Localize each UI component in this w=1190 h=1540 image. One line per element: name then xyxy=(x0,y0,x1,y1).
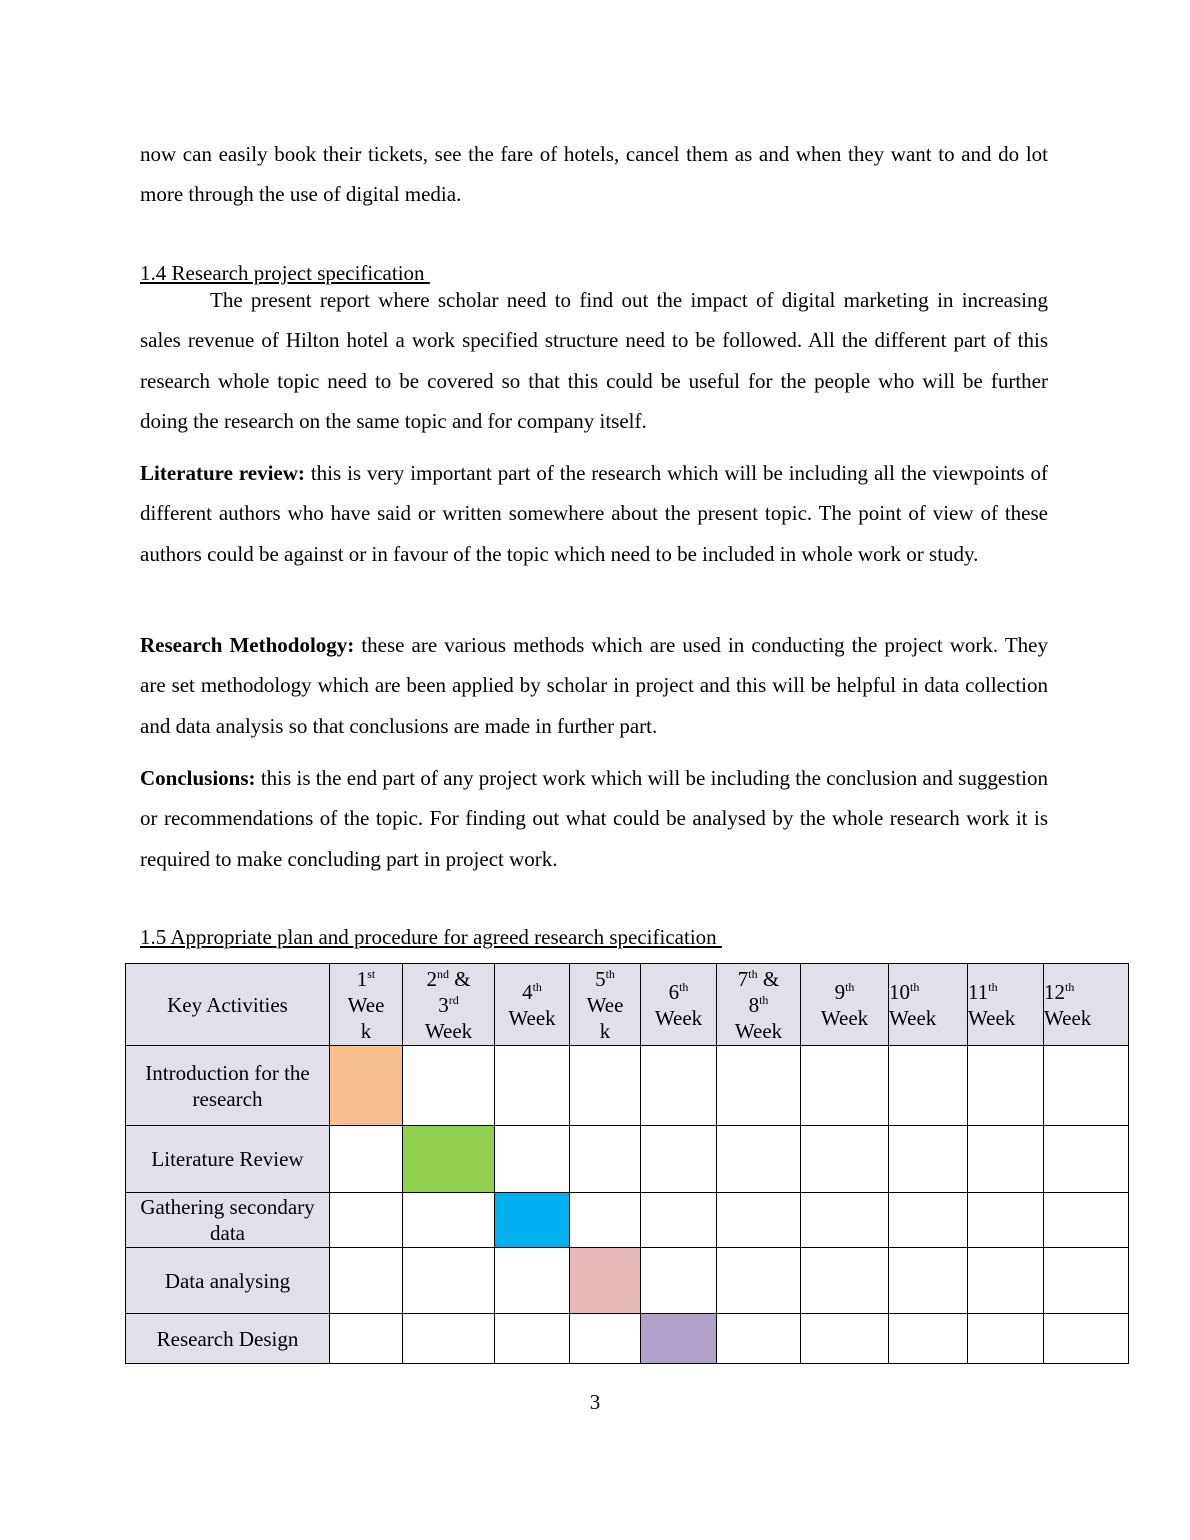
methodology-text: these are various methods which are used in conducting the project work. They are set methodology which are been applied by scholar in project and this will be helpful in data collection and data analysis so that conclusions are made in further part. xyxy=(140,633,1048,738)
scheduled-week-cell xyxy=(495,1193,570,1248)
key-activities-header: Key Activities xyxy=(126,964,330,1046)
scheduled-week-cell xyxy=(330,1046,403,1126)
week-cell xyxy=(330,1248,403,1314)
literature-review-label: Literature review: xyxy=(140,461,305,485)
scheduled-week-cell xyxy=(570,1248,641,1314)
week-cell xyxy=(1044,1126,1129,1193)
gantt-row xyxy=(126,1314,1129,1364)
week-header: 1st Wee k xyxy=(330,964,403,1046)
week-cell xyxy=(968,1248,1044,1314)
week-header: 9th Week xyxy=(801,964,889,1046)
gantt-row xyxy=(126,1126,1129,1193)
activity-label: Literature Review xyxy=(126,1126,330,1193)
gantt-row xyxy=(126,1193,1129,1248)
week-cell xyxy=(403,1314,495,1364)
week-cell xyxy=(403,1193,495,1248)
week-cell xyxy=(889,1248,968,1314)
gantt-row xyxy=(126,1248,1129,1314)
week-header: 10th Week xyxy=(889,964,968,1046)
week-header: 11th Week xyxy=(968,964,1044,1046)
week-cell xyxy=(717,1126,801,1193)
gantt-header-row xyxy=(126,964,1129,1046)
week-cell xyxy=(1044,1046,1129,1126)
week-header: 5th Wee k xyxy=(570,964,641,1046)
section-heading-1-4: 1.4 Research project specification xyxy=(140,261,430,285)
activity-label: Research Design xyxy=(126,1314,330,1364)
methodology-paragraph xyxy=(140,625,1048,746)
week-cell xyxy=(801,1126,889,1193)
week-cell xyxy=(570,1126,641,1193)
literature-review-paragraph xyxy=(140,453,1048,574)
week-cell xyxy=(889,1193,968,1248)
week-cell xyxy=(1044,1193,1129,1248)
activity-label: Introduction for the research xyxy=(126,1046,330,1126)
week-cell xyxy=(570,1314,641,1364)
week-cell xyxy=(641,1126,717,1193)
activity-label: Gathering secondary data xyxy=(126,1193,330,1248)
top-paragraph: now can easily book their tickets, see the fare of hotels, cancel them as and when they want to and do lot more through the use of digital media. xyxy=(140,142,1048,207)
gantt-chart-table xyxy=(125,963,1129,1364)
gantt-body xyxy=(126,1046,1129,1364)
week-cell xyxy=(968,1126,1044,1193)
week-cell xyxy=(801,1046,889,1126)
week-cell xyxy=(641,1248,717,1314)
week-cell xyxy=(495,1046,570,1126)
week-cell xyxy=(801,1193,889,1248)
gantt-row xyxy=(126,1046,1129,1126)
conclusions-paragraph xyxy=(140,758,1048,879)
week-header: 7th & 8th Week xyxy=(717,964,801,1046)
week-cell xyxy=(495,1314,570,1364)
week-header: 4th Week xyxy=(495,964,570,1046)
scheduled-week-cell xyxy=(403,1126,495,1193)
methodology-label: Research Methodology: xyxy=(140,633,355,657)
conclusions-text: this is the end part of any project work which will be including the conclusion and suggestion or recommendations of the topic. For finding out what could be analysed by the whole research work it is required to make concluding part in project work. xyxy=(140,766,1048,871)
week-cell xyxy=(495,1248,570,1314)
week-cell xyxy=(330,1126,403,1193)
activity-label: Data analysing xyxy=(126,1248,330,1314)
scheduled-week-cell xyxy=(641,1314,717,1364)
week-cell xyxy=(1044,1248,1129,1314)
week-cell xyxy=(717,1046,801,1126)
intro-paragraph: The present report where scholar need to find out the impact of digital marketing in increasing sales revenue of Hilton hotel a work specified structure need to be followed. All the different part of this research whole topic need to be covered so that this could be useful for the people who will be further doing the research on the same topic and for company itself. xyxy=(140,288,1048,433)
week-cell xyxy=(889,1126,968,1193)
week-cell xyxy=(889,1046,968,1126)
week-cell xyxy=(570,1193,641,1248)
week-cell xyxy=(330,1193,403,1248)
week-cell xyxy=(801,1248,889,1314)
section-heading-1-5: 1.5 Appropriate plan and procedure for agreed research specification xyxy=(140,925,722,949)
week-cell xyxy=(968,1193,1044,1248)
week-header: 12th Week xyxy=(1044,964,1129,1046)
week-cell xyxy=(717,1248,801,1314)
page-number: 3 xyxy=(589,1390,601,1414)
week-cell xyxy=(1044,1314,1129,1364)
week-cell xyxy=(717,1193,801,1248)
week-cell xyxy=(968,1314,1044,1364)
literature-review-text: this is very important part of the research which will be including all the viewpoints of different authors who have said or written somewhere about the present topic. The point of view of these authors could be against or in favour of the topic which need to be included in whole work or study. xyxy=(140,461,1048,566)
week-cell xyxy=(641,1046,717,1126)
week-cell xyxy=(968,1046,1044,1126)
week-cell xyxy=(330,1314,403,1364)
conclusions-label: Conclusions: xyxy=(140,766,256,790)
week-cell xyxy=(889,1314,968,1364)
week-cell xyxy=(717,1314,801,1364)
week-cell xyxy=(403,1046,495,1126)
week-header: 2nd & 3rd Week xyxy=(403,964,495,1046)
week-header: 6th Week xyxy=(641,964,717,1046)
week-cell xyxy=(801,1314,889,1364)
week-cell xyxy=(495,1126,570,1193)
week-cell xyxy=(403,1248,495,1314)
week-cell xyxy=(641,1193,717,1248)
week-cell xyxy=(570,1046,641,1126)
